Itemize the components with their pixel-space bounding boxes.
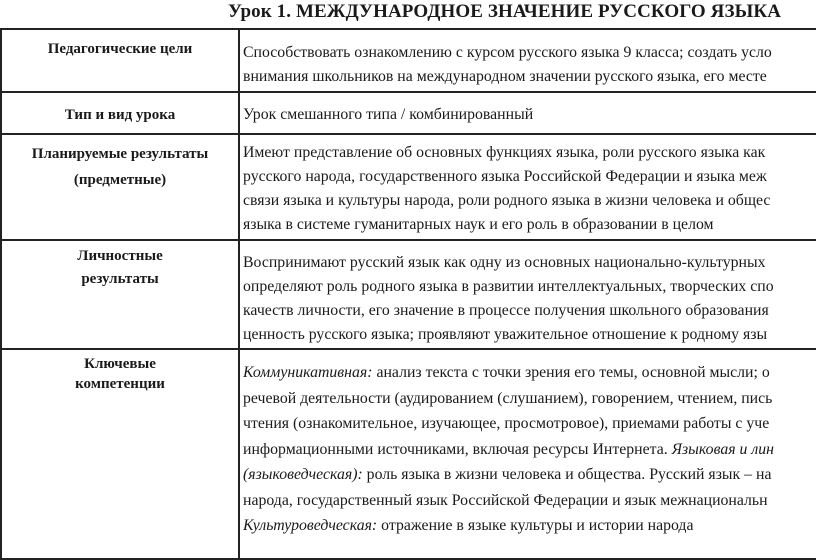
text-line: русского народа, государственного языка Российской Федерации и языка меж — [243, 168, 767, 185]
text-line: народа, государственный язык Российской Федерации и язык межнациональн — [243, 491, 768, 509]
text-line: (языковедческая): роль языка в жизни человека и общества. Русский язык – на — [243, 466, 772, 483]
competency-label: Культуроведческая: — [243, 517, 378, 534]
row-content-cell — [239, 349, 816, 559]
text-line: определяют роль родного языка в развитии интеллектуальных, творческих спо — [243, 278, 774, 295]
row-content-cell — [239, 134, 816, 240]
table-row — [1, 134, 816, 240]
text-line: информационными источниками, включая ресурсы Интернета. Языковая и лин — [243, 440, 774, 458]
competency-label: Языковая и лин — [671, 440, 774, 458]
text-line: Коммуникативная: анализ текста с точки зрения его темы, основной мысли; о — [243, 364, 770, 381]
row-content-cell — [239, 29, 816, 92]
row-label-cell — [1, 349, 239, 559]
text-line: связи языка и культуры народа, роли родного языка в жизни человека и общес — [243, 192, 771, 209]
row-content-cell — [239, 240, 816, 349]
text-line: внимания школьников на международном значении русского языка, его месте — [243, 68, 767, 85]
competency-label: (языковедческая): — [243, 466, 363, 483]
row-label-cell — [1, 92, 239, 134]
text-line: Воспринимают русский язык как одну из основных национально-культурных — [243, 254, 766, 271]
row-label-cell — [1, 240, 239, 349]
table-row — [1, 240, 816, 349]
table-row — [1, 92, 816, 134]
text-line: Урок смешанного типа / комбинированный — [243, 106, 534, 123]
text-line: ценность русского языка; проявляют уважительное отношение к родному язы — [243, 326, 768, 343]
row-label: Ключевые компетенции — [75, 356, 165, 392]
text-line: языка в системе гуманитарных наук и его роль в образовании в целом — [243, 216, 714, 233]
row-label-cell — [1, 29, 239, 92]
row-label: Личностные результаты — [77, 248, 163, 287]
table-row — [1, 29, 816, 92]
row-label: Тип и вид урока — [64, 107, 176, 123]
text-line: чтения (ознакомительное, изучающее, просмотровое), приемами работы с уче — [243, 415, 770, 432]
page-title: Урок 1. МЕЖДУНАРОДНОЕ ЗНАЧЕНИЕ РУССКОГО ЯЗЫКА — [228, 1, 782, 22]
lesson-table — [0, 28, 816, 560]
row-label: Планируемые результаты (предметные) — [31, 146, 209, 188]
text-line: Способствовать ознакомлению с курсом русского языка 9 класса; создать усло — [243, 44, 772, 61]
competency-label: Коммуникативная: — [243, 364, 373, 381]
row-label-cell — [1, 134, 239, 240]
text-line: качеств личности, его значение в процессе получения школьного образования — [243, 302, 769, 319]
row-content-cell — [239, 92, 816, 134]
text-line: Имеют представление об основных функциях языка, роли русского языка как — [243, 144, 766, 161]
text-line: речевой деятельности (аудированием (слушанием), говорением, чтением, пись — [243, 389, 773, 407]
text-line: Культуроведческая: отражение в языке культуры и истории народа — [243, 517, 694, 534]
row-label: Педагогические цели — [47, 41, 193, 57]
table-row — [1, 349, 816, 559]
